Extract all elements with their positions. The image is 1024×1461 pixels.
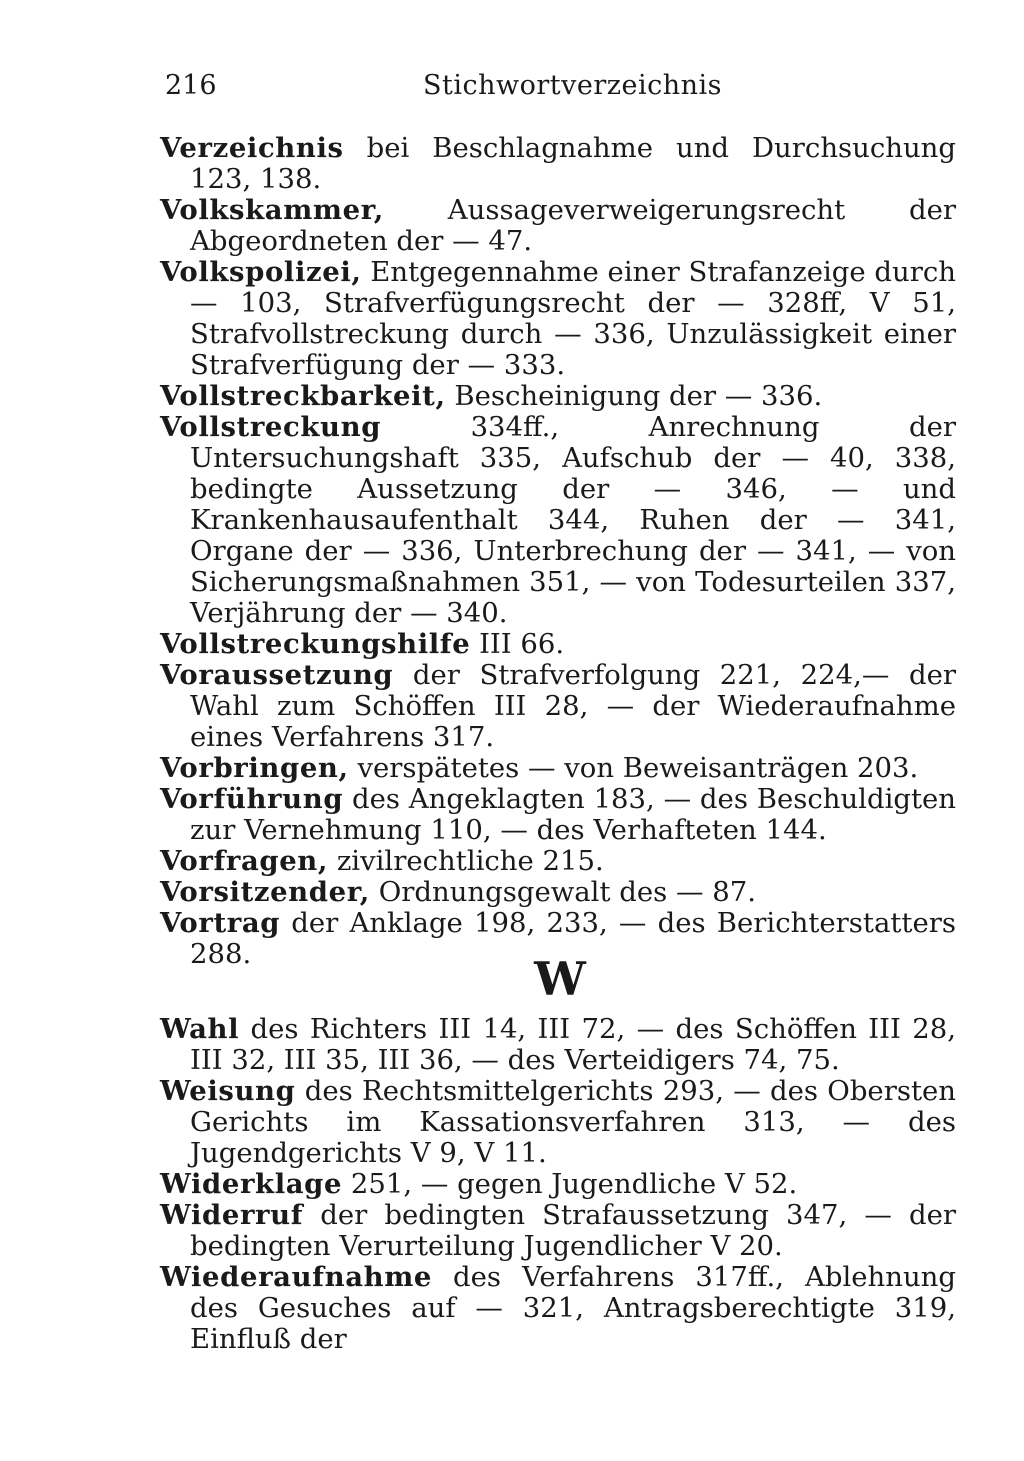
- index-entry: [160, 846, 956, 877]
- index-entry: [160, 784, 956, 846]
- entry-keyword: Vorfragen,: [160, 845, 329, 877]
- entry-keyword: Volkspolizei,: [160, 256, 362, 288]
- index-entry: [160, 877, 956, 908]
- index-entry: [160, 195, 956, 257]
- index-entries-v: [160, 133, 956, 970]
- entry-keyword: Vorführung: [160, 783, 344, 815]
- entry-text: des Verfahrens 317ff., Ablehnung des Gesuches auf — 321, Antragsberechtigte 319, Einfluß der: [190, 1261, 956, 1355]
- entry-text: der Strafverfolgung 221, 224,— der Wahl zum Schöffen III 28, — der Wiederaufnahme eines Verfahrens 317.: [190, 659, 956, 753]
- section-letter: W: [534, 952, 586, 1006]
- entry-text: der Anklage 198, 233, — des Berichterstatters 288.: [190, 907, 956, 970]
- index-entry: [160, 660, 956, 753]
- index-entry: [160, 257, 956, 381]
- entry-text: Aussageverweigerungsrecht der Abgeordneten der — 47.: [190, 194, 956, 257]
- running-head: Stichwortverzeichnis: [423, 70, 722, 101]
- index-entry: [160, 753, 956, 784]
- entry-text: 251, — gegen Jugendliche V 52.: [342, 1168, 798, 1200]
- entry-text: III 66.: [470, 628, 565, 660]
- index-entry: [160, 1200, 956, 1262]
- entry-text: zivilrechtliche 215.: [328, 845, 604, 877]
- entry-keyword: Volkskammer,: [160, 194, 384, 226]
- entry-text: des Angeklagten 183, — des Beschuldigten zur Vernehmung 110, — des Verhafteten 144.: [190, 783, 956, 846]
- entry-keyword: Widerklage: [160, 1168, 343, 1200]
- index-entry: [160, 381, 956, 412]
- entry-keyword: Wiederaufnahme: [160, 1261, 432, 1293]
- entry-text: 334ff., Anrechnung der Untersuchungshaft 335, Aufschub der — 40, 338, bedingte Aussetzung der — 346, — und Krankenhausaufenthalt 344, Ruhen der — 341, Organe der — 336, Unterbrechung der — 341, — von Sicherungsmaßnahmen 351, — von Todesurteilen 337, Verjährung der — 340.: [190, 411, 956, 629]
- entry-keyword: Voraussetzung: [160, 659, 394, 691]
- index-entry: [160, 1169, 956, 1200]
- entry-keyword: Vollstreckbarkeit,: [160, 380, 446, 412]
- entry-text: Entgegennahme einer Strafanzeige durch — 103, Strafverfügungsrecht der — 328ff, V 51, Strafvollstreckung durch — 336, Unzulässigkeit einer Strafverfügung der — 333.: [190, 256, 956, 381]
- entry-keyword: Weisung: [160, 1075, 296, 1107]
- page-header: [165, 70, 955, 110]
- entry-keyword: Vorbringen,: [160, 752, 349, 784]
- index-entries-w: [160, 1014, 956, 1355]
- entry-keyword: Wahl: [160, 1013, 240, 1045]
- entry-text: der bedingten Strafaussetzung 347, — der bedingten Verurteilung Jugendlicher V 20.: [190, 1199, 956, 1262]
- entry-keyword: Vortrag: [160, 907, 281, 939]
- entry-text: bei Beschlagnahme und Durchsuchung 123, 138.: [190, 132, 956, 195]
- entry-text: Ordnungsgewalt des — 87.: [369, 876, 756, 908]
- page-number: 216: [165, 70, 217, 101]
- entry-keyword: Vollstreckung: [160, 411, 382, 443]
- index-entry: [160, 412, 956, 629]
- entry-keyword: Vorsitzender,: [160, 876, 370, 908]
- entry-keyword: Widerruf: [160, 1199, 304, 1231]
- index-entry: [160, 133, 956, 195]
- entry-text: verspätetes — von Beweisanträgen 203.: [348, 752, 919, 784]
- entry-text: des Richters III 14, III 72, — des Schöffen III 28, III 32, III 35, III 36, — des Verteidigers 74, 75.: [190, 1013, 956, 1076]
- entry-text: Bescheinigung der — 336.: [445, 380, 823, 412]
- entry-text: des Rechtsmittelgerichts 293, — des Obersten Gerichts im Kassationsverfahren 313, — des Jugendgerichts V 9, V 11.: [190, 1075, 956, 1169]
- index-entry: [160, 629, 956, 660]
- entry-keyword: Verzeichnis: [160, 132, 344, 164]
- entry-keyword: Vollstreckungshilfe: [160, 628, 471, 660]
- index-entry: [160, 1014, 956, 1076]
- index-entry: [160, 1262, 956, 1355]
- index-entry: [160, 1076, 956, 1169]
